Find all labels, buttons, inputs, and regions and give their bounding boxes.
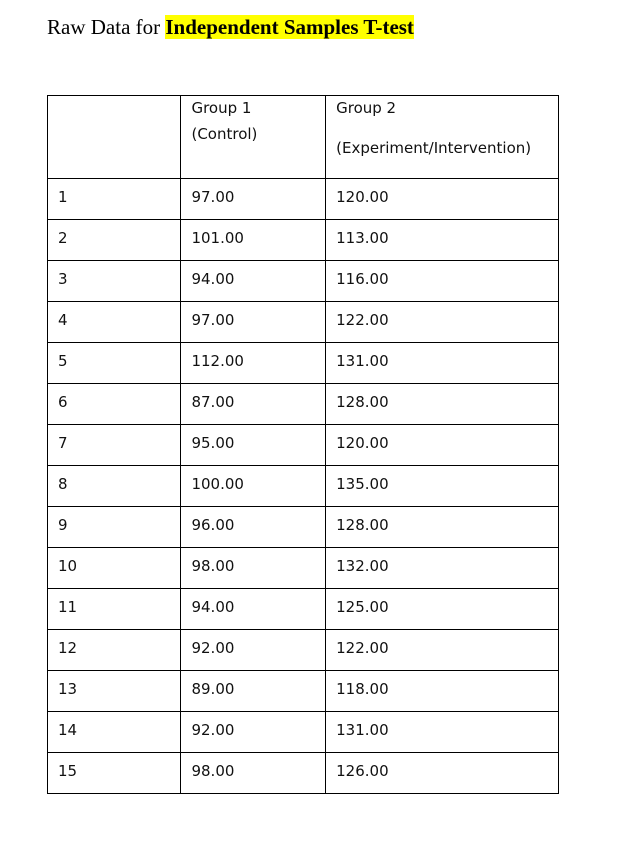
- group2-value-text: 122.00: [336, 639, 389, 657]
- group1-value-cell: [181, 753, 326, 794]
- table-row: [48, 466, 559, 507]
- group2-value-text: 120.00: [336, 434, 389, 452]
- group1-value-text: 95.00: [191, 434, 235, 452]
- group2-value-cell: [326, 507, 559, 548]
- row-number-cell: [48, 630, 181, 671]
- raw-data-table: [47, 95, 559, 794]
- document-title: [47, 13, 414, 41]
- group2-value-cell: [326, 220, 559, 261]
- row-number-text: 13: [58, 680, 78, 698]
- group2-value-cell: [326, 630, 559, 671]
- group2-value-cell: [326, 425, 559, 466]
- group2-value-cell: [326, 179, 559, 220]
- row-number-cell: [48, 425, 181, 466]
- title-prefix: Raw Data for: [47, 15, 166, 39]
- group2-value-text: 128.00: [336, 516, 389, 534]
- group2-value-text: 125.00: [336, 598, 389, 616]
- row-number-cell: [48, 753, 181, 794]
- group2-value-text: 131.00: [336, 721, 389, 739]
- title-highlight: Independent Samples T-test: [165, 15, 414, 39]
- group2-value-text: 128.00: [336, 393, 389, 411]
- group1-value-text: 92.00: [191, 721, 235, 739]
- group1-header-line2: (Control): [191, 125, 258, 143]
- row-number-cell: [48, 589, 181, 630]
- group2-value-text: 132.00: [336, 557, 389, 575]
- table-row: [48, 261, 559, 302]
- group2-value-cell: [326, 466, 559, 507]
- row-number-cell: [48, 466, 181, 507]
- group1-value-cell: [181, 343, 326, 384]
- group2-value-cell: [326, 302, 559, 343]
- group1-value-cell: [181, 712, 326, 753]
- table-row: [48, 425, 559, 466]
- group1-value-text: 97.00: [191, 311, 235, 329]
- group1-value-cell: [181, 630, 326, 671]
- group2-value-cell: [326, 712, 559, 753]
- group1-value-text: 96.00: [191, 516, 235, 534]
- row-number-text: 6: [58, 393, 68, 411]
- table-row: [48, 302, 559, 343]
- group1-value-text: 94.00: [191, 270, 235, 288]
- row-number-cell: [48, 302, 181, 343]
- header-cell-index: [48, 96, 181, 179]
- row-number-text: 10: [58, 557, 78, 575]
- group2-value-text: 116.00: [336, 270, 389, 288]
- group1-value-text: 98.00: [191, 557, 235, 575]
- group1-value-text: 98.00: [191, 762, 235, 780]
- row-number-cell: [48, 261, 181, 302]
- group1-value-cell: [181, 384, 326, 425]
- row-number-text: 11: [58, 598, 78, 616]
- group2-value-cell: [326, 589, 559, 630]
- row-number-text: 15: [58, 762, 78, 780]
- table-row: [48, 630, 559, 671]
- group1-value-cell: [181, 466, 326, 507]
- row-number-text: 14: [58, 721, 78, 739]
- header-cell-group1: [181, 96, 326, 179]
- group2-value-cell: [326, 753, 559, 794]
- group1-value-text: 89.00: [191, 680, 235, 698]
- table-row: [48, 712, 559, 753]
- group1-value-cell: [181, 179, 326, 220]
- group1-value-text: 97.00: [191, 188, 235, 206]
- table-header-row: [48, 96, 559, 179]
- row-number-text: 2: [58, 229, 68, 247]
- group2-value-text: 118.00: [336, 680, 389, 698]
- group2-value-cell: [326, 548, 559, 589]
- group2-header-line1: Group 2: [336, 99, 397, 117]
- group1-value-cell: [181, 507, 326, 548]
- group1-value-cell: [181, 589, 326, 630]
- group2-header-line2: (Experiment/Intervention): [336, 139, 532, 157]
- group2-value-text: 120.00: [336, 188, 389, 206]
- row-number-cell: [48, 384, 181, 425]
- row-number-text: 5: [58, 352, 68, 370]
- row-number-cell: [48, 712, 181, 753]
- group1-value-text: 101.00: [191, 229, 244, 247]
- table-row: [48, 179, 559, 220]
- row-number-text: 3: [58, 270, 68, 288]
- group2-value-text: 126.00: [336, 762, 389, 780]
- row-number-text: 4: [58, 311, 68, 329]
- row-number-text: 7: [58, 434, 68, 452]
- table-row: [48, 671, 559, 712]
- row-number-cell: [48, 507, 181, 548]
- group1-value-cell: [181, 220, 326, 261]
- group1-value-text: 87.00: [191, 393, 235, 411]
- row-number-cell: [48, 179, 181, 220]
- group1-value-text: 112.00: [191, 352, 244, 370]
- group1-header-line1: Group 1: [191, 99, 252, 117]
- group1-value-text: 94.00: [191, 598, 235, 616]
- group1-value-cell: [181, 302, 326, 343]
- group1-value-cell: [181, 548, 326, 589]
- group2-value-cell: [326, 671, 559, 712]
- table-row: [48, 589, 559, 630]
- row-number-text: 8: [58, 475, 68, 493]
- row-number-cell: [48, 548, 181, 589]
- table-row: [48, 753, 559, 794]
- group2-value-cell: [326, 261, 559, 302]
- row-number-cell: [48, 220, 181, 261]
- group1-value-text: 92.00: [191, 639, 235, 657]
- group2-value-cell: [326, 343, 559, 384]
- row-number-cell: [48, 343, 181, 384]
- group2-value-text: 113.00: [336, 229, 389, 247]
- group1-value-text: 100.00: [191, 475, 244, 493]
- row-number-cell: [48, 671, 181, 712]
- header-cell-group2: [326, 96, 559, 179]
- table-row: [48, 220, 559, 261]
- group2-value-text: 131.00: [336, 352, 389, 370]
- row-number-text: 9: [58, 516, 68, 534]
- table-row: [48, 343, 559, 384]
- group2-value-text: 135.00: [336, 475, 389, 493]
- group1-value-cell: [181, 671, 326, 712]
- group2-value-text: 122.00: [336, 311, 389, 329]
- row-number-text: 12: [58, 639, 78, 657]
- table-row: [48, 548, 559, 589]
- table-row: [48, 507, 559, 548]
- group1-value-cell: [181, 425, 326, 466]
- row-number-text: 1: [58, 188, 68, 206]
- group2-value-cell: [326, 384, 559, 425]
- table-row: [48, 384, 559, 425]
- group1-value-cell: [181, 261, 326, 302]
